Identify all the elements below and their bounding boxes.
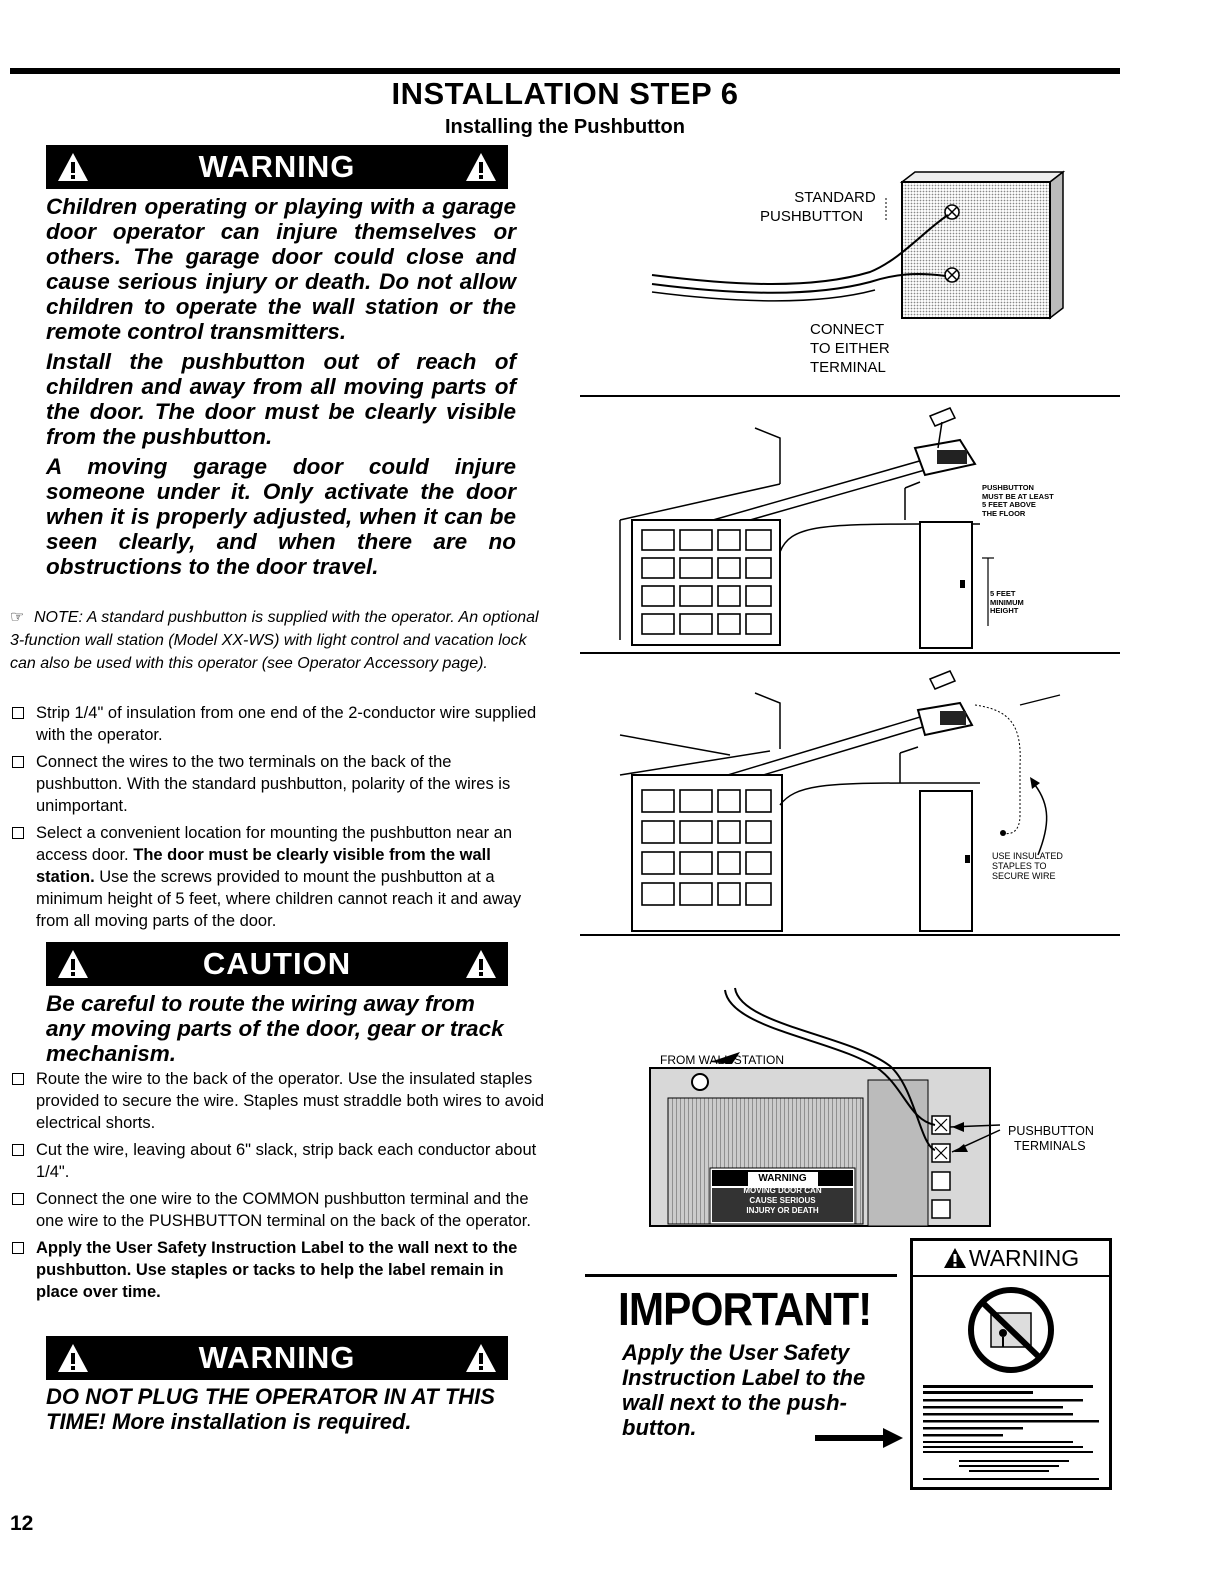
caption-line: STAPLES TO — [992, 861, 1047, 871]
safety-label-header — [913, 1241, 1109, 1277]
caption-line: MUST BE AT LEAST — [982, 491, 1054, 501]
steps-list — [10, 702, 540, 937]
warning-triangle-icon — [56, 948, 90, 980]
safety-fine-print — [919, 1383, 1103, 1483]
garage-figure — [580, 400, 1120, 658]
pointing-hand-icon: ☞ — [10, 609, 25, 626]
caption-line: MINIMUM — [990, 597, 1024, 607]
label-standard-pushbutton — [760, 188, 900, 226]
checkbox-icon — [12, 707, 24, 719]
caption-line: TO EITHER — [810, 340, 890, 357]
caption-line: STANDARD — [794, 189, 876, 206]
user-safety-label — [910, 1238, 1112, 1490]
list-item — [10, 1139, 545, 1183]
arrow-right-icon — [815, 1426, 905, 1450]
pushbutton-figure — [580, 160, 1120, 385]
caption-line: PUSHBUTTON — [982, 483, 1034, 492]
caption-line: PUSHBUTTON — [1008, 1124, 1094, 1138]
warning-banner-label: WARNING — [198, 149, 356, 184]
top-rule — [10, 68, 1120, 74]
page-title: INSTALLATION STEP 6 — [391, 76, 739, 111]
pushbutton-terminals-label — [1008, 1124, 1094, 1154]
warning-triangle-icon — [943, 1247, 967, 1269]
checkbox-icon — [12, 1242, 24, 1254]
warning-banner — [46, 1336, 508, 1380]
garage-wiring-illustration — [580, 665, 1120, 937]
caution-banner — [46, 942, 508, 986]
wiring-figure — [580, 665, 1120, 937]
list-item — [10, 822, 540, 932]
caption-line: WARNING — [748, 1172, 818, 1186]
caption-line: SECURE WIRE — [992, 871, 1056, 881]
page-number: 12 — [10, 1512, 34, 1535]
figure-divider — [580, 395, 1120, 397]
warning-paragraph: Children operating or playing with a garage door operator can injure themselves or others. The garage door could close and cause serious injury or death. Do not allow children to operate the wall station or the remote control transmitters. — [46, 194, 516, 344]
label-connect-terminal — [810, 320, 930, 377]
list-item — [10, 1237, 545, 1303]
list-item-text: Connect the wires to the two terminals on the back of the pushbutton. With the standard pushbutton, polarity of the wires is unimportant. — [36, 753, 511, 815]
list-item — [10, 751, 540, 817]
warning-paragraph: Install the pushbutton out of reach of children and away from all moving parts of the door. The door must be clearly visible from the pushbutton. — [46, 349, 516, 449]
from-wall-station-label: FROM WALL STATION — [660, 1053, 785, 1067]
caution-text: Be careful to route the wiring away from any moving parts of the door, gear or track mechanism. — [46, 991, 504, 1066]
minimum-height-label — [990, 590, 1024, 616]
caption-line: 5 FEET — [990, 589, 1016, 598]
garage-pushbutton-illustration — [580, 400, 1120, 658]
no-children-icon — [963, 1285, 1059, 1375]
list-item — [10, 702, 540, 746]
warning-text: DO NOT PLUG THE OPERATOR IN AT THIS TIME! More installation is required. — [46, 1384, 495, 1434]
caption-line: THE FLOOR — [982, 508, 1026, 518]
warning-triangle-icon — [56, 151, 90, 183]
checkbox-icon — [12, 1144, 24, 1156]
page-subtitle: Installing the Pushbutton — [445, 116, 685, 138]
checkbox-icon — [12, 827, 24, 839]
warning-banner-label: WARNING — [198, 1340, 356, 1375]
steps-list — [10, 1068, 545, 1308]
note-text: NOTE: A standard pushbutton is supplied with the operator. An optional 3-function wall station (Model XX-WS) with light control and vacation lock can also be used with this operator (see Operator Accessory page). — [10, 609, 539, 672]
list-item-text: Strip 1/4" of insulation from one end of the 2-conductor wire supplied with the operator. — [36, 704, 537, 744]
important-rule — [585, 1274, 897, 1277]
checkbox-icon — [12, 1073, 24, 1085]
warning-triangle-icon — [56, 1342, 90, 1374]
safety-label-title: WARNING — [968, 1244, 1080, 1271]
list-item-emphasis: The door must be clearly visible from the wall station. — [36, 846, 491, 886]
caution-banner-label: CAUTION — [202, 946, 352, 981]
warning-paragraph: A moving garage door could injure someone under it. Only activate the door when it is properly adjusted, when it can be seen clearly, and when there are no obstructions to the door travel. — [46, 454, 516, 579]
note — [10, 606, 550, 675]
caption-line: TERMINAL — [810, 359, 886, 376]
list-item-text: Apply the User Safety Instruction Label to the wall next to the pushbutton. Use staples or tacks to help the label remain in place over time. — [36, 1239, 518, 1301]
important-heading: IMPORTANT! — [618, 1283, 872, 1335]
checkbox-icon — [12, 1193, 24, 1205]
list-item-text: Select a convenient location for mounting the pushbutton near an access door. — [36, 824, 513, 864]
warning-triangle-icon — [464, 1342, 498, 1374]
list-item — [10, 1068, 545, 1134]
caption-line: MOVING DOOR CAN — [743, 1186, 822, 1195]
caption-line: TERMINALS — [1014, 1139, 1086, 1153]
warning-triangle-icon — [464, 948, 498, 980]
operator-warning-label — [712, 1170, 853, 1216]
warning-text — [46, 194, 516, 584]
caption-line: INJURY OR DEATH — [746, 1206, 819, 1215]
caption-line: CONNECT — [810, 321, 885, 338]
important-text: Apply the User Safety Instruction Label to the wall next to the push-button. — [622, 1340, 866, 1440]
caption-line: PUSHBUTTON — [760, 208, 864, 225]
warning-banner — [46, 145, 508, 189]
caption-line: USE INSULATED — [992, 851, 1063, 861]
list-item — [10, 1188, 545, 1232]
operator-terminals-figure — [580, 980, 1120, 1230]
warning-triangle-icon — [464, 151, 498, 183]
caption-line: 5 FEET ABOVE — [982, 500, 1036, 509]
list-item-text: Connect the one wire to the COMMON pushbutton terminal and the one wire to the PUSHBUTTON terminal on the back of the operator. — [36, 1190, 531, 1230]
list-item-text: Route the wire to the back of the operator. Use the insulated staples provided to secure the wire. Staples must straddle both wires to avoid electrical shorts. — [36, 1070, 545, 1132]
caption-line: CAUSE SERIOUS — [749, 1196, 816, 1205]
list-item-text: Use the screws provided to mount the pushbutton at a minimum height of 5 feet, where children cannot reach it and away from all moving parts of the door. — [36, 868, 522, 930]
list-item-text: Cut the wire, leaving about 6" slack, strip back each conductor about 1/4". — [36, 1141, 537, 1181]
caption-line: HEIGHT — [990, 606, 1019, 615]
checkbox-icon — [12, 756, 24, 768]
staples-note — [992, 851, 1063, 881]
pushbutton-height-note — [982, 484, 1054, 518]
